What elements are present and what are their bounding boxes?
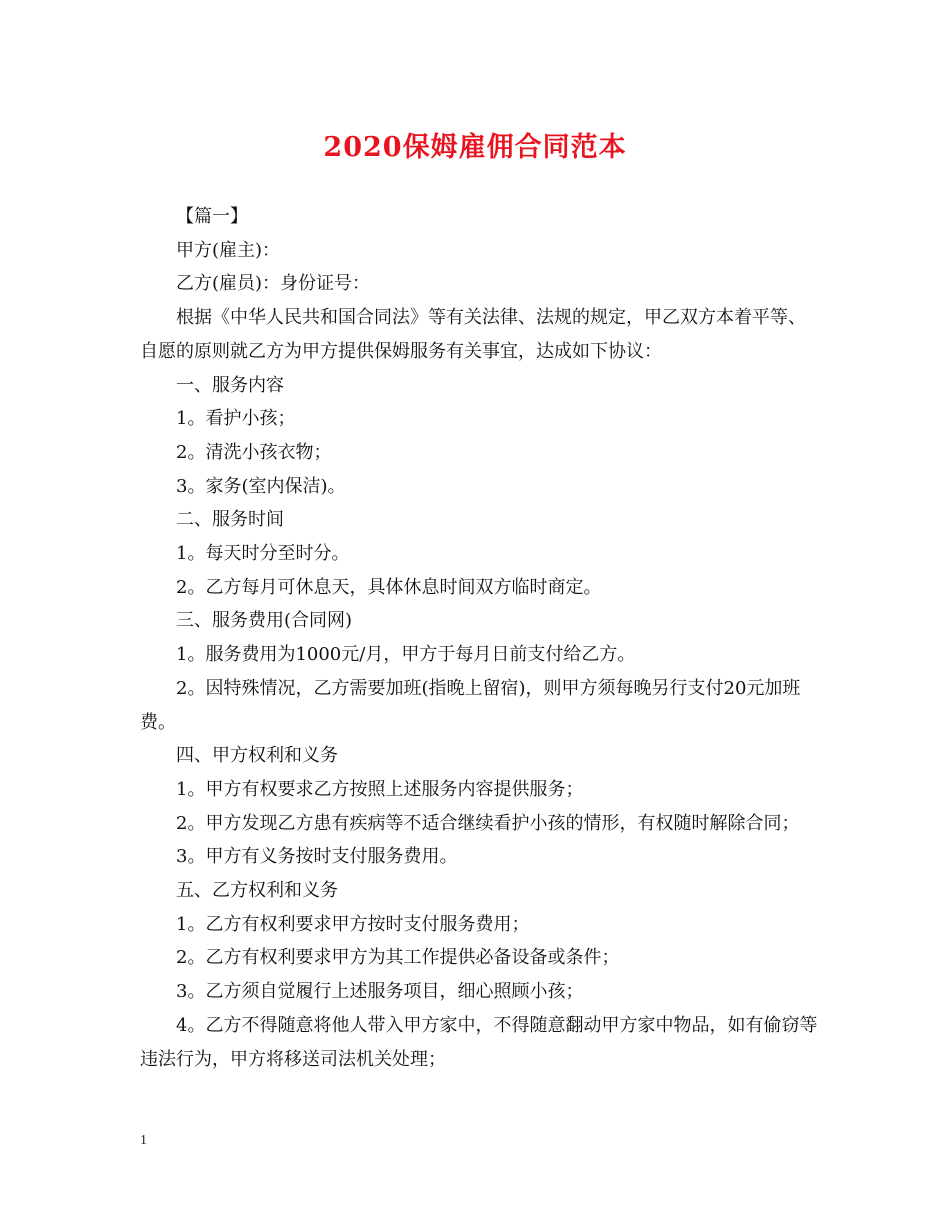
heading-service-time: 二、服务时间 — [176, 509, 284, 531]
clause-item: 2。清洗小孩衣物； — [176, 441, 332, 463]
clause-item: 2。因特殊情况，乙方需要加班(指晚上留宿)，则甲方须每晚另行支付20元加班费。 — [140, 677, 801, 733]
clause-item: 2。乙方有权利要求甲方为其工作提供必备设备或条件； — [176, 947, 620, 969]
clause-item: 3。家务(室内保洁)。 — [176, 475, 346, 497]
heading-party-b-rights: 五、乙方权利和义务 — [176, 880, 338, 902]
section-label: 【篇一】 — [176, 206, 248, 227]
heading-party-a-rights: 四、甲方权利和义务 — [176, 745, 338, 767]
clause-item: 1。看护小孩； — [176, 408, 296, 430]
clause-item: 1。服务费用为1000元/月，甲方于每月日前支付给乙方。 — [176, 644, 636, 666]
clause-item: 2。乙方每月可休息天，具体休息时间双方临时商定。 — [176, 576, 602, 598]
clause-item: 1。甲方有权要求乙方按照上述服务内容提供服务； — [176, 778, 584, 800]
heading-service-content: 一、服务内容 — [176, 374, 284, 396]
page-number: 1 — [140, 1133, 147, 1148]
document-body — [140, 200, 820, 1076]
clause-item: 3。甲方有义务按时支付服务费用。 — [176, 846, 458, 868]
clause-item: 1。乙方有权利要求甲方按时支付服务费用； — [176, 913, 530, 935]
party-a-line: 甲方(雇主)： — [176, 239, 281, 261]
clause-item: 1。每天时分至时分。 — [176, 543, 350, 565]
clause-item: 2。甲方发现乙方患有疾病等不适合继续看护小孩的情形，有权随时解除合同； — [176, 812, 800, 834]
clause-item: 4。乙方不得随意将他人带入甲方家中，不得随意翻动甲方家中物品，如有偷窃等违法行为，甲方将移送司法机关处理； — [140, 1014, 818, 1070]
heading-service-fee: 三、服务费用(合同网) — [176, 610, 353, 632]
page-title: 2020保姆雇佣合同范本 — [323, 132, 627, 163]
preamble-paragraph: 根据《中华人民共和国合同法》等有关法律、法规的规定，甲乙双方本着平等、自愿的原则就乙方为甲方提供保姆服务有关事宜，达成如下协议： — [140, 307, 806, 362]
clause-item: 3。乙方须自觉履行上述服务项目，细心照顾小孩； — [176, 981, 584, 1003]
party-b-line: 乙方(雇员)：身份证号： — [176, 273, 371, 295]
